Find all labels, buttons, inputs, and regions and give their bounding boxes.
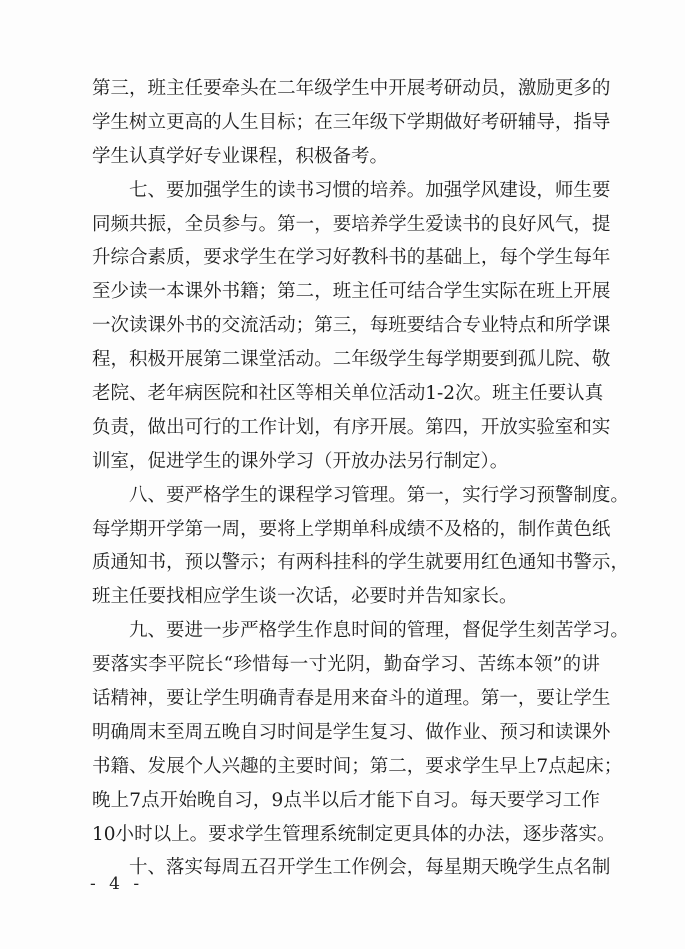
text-line: 10 小 时 以 上 。 要 求 学 生 管 理 系 统 制 定 更 具 体 的 办 法 ， 逐 步 落 实 。 bbox=[92, 823, 616, 845]
text-line: 班主任要找相应学生谈一次话，必要时并告知家长。 bbox=[92, 586, 518, 608]
text-line: 书 籍 、 发 展 个 人 兴 趣 的 主 要 时 间 ； 第 二 ， 要 求 学 生 早 上 7 点 起 床 ； bbox=[92, 755, 623, 777]
text-line: 十 、 落 实 每 周 五 召 开 学 生 工 作 例 会 ， 每 星 期 天 晚 学 生 点 名 制 bbox=[129, 857, 611, 879]
text-line: 训室，促进学生的课外学习（开放办法另行制定）。 bbox=[92, 450, 509, 472]
page-number: - 4 - bbox=[90, 874, 144, 894]
text-line: 七 、 要 加 强 学 生 的 读 书 习 惯 的 培 养 。 加 强 学 风 建 设 ， 师 生 要 bbox=[129, 179, 611, 201]
text-line: 程 ， 积 极 开 展 第 二 课 堂 活 动 。 二 年 级 学 生 每 学 期 要 到 孤 儿 院 、 敬 bbox=[92, 349, 611, 371]
text-line: 老 院 、 老 年 病 医 院 和 社 区 等 相 关 单 位 活 动 1-2 次 。 班 主 任 要 认 真 bbox=[92, 383, 604, 405]
text-line: 升 综 合 素 质 ， 要 求 学 生 在 学 习 好 教 科 书 的 基 础 上 ， 每 个 学 生 每 年 bbox=[92, 247, 611, 269]
text-line: 晚 上 7 点 开 始 晚 自 习 ， 9 点 半 以 后 才 能 下 自 习 。 每 天 要 学 习 工 作 bbox=[92, 789, 600, 811]
text-line: 每 学 期 开 学 第 一 周 ， 要 将 上 学 期 单 科 成 绩 不 及 格 的 ， 制 作 黄 色 纸 bbox=[92, 518, 611, 540]
text-line: 话 精 神 ， 要 让 学 生 明 确 青 春 是 用 来 奋 斗 的 道 理 。 第 一 ， 要 让 学 生 bbox=[92, 688, 611, 710]
text-line: 八 、 要 严 格 学 生 的 课 程 学 习 管 理 。 第 一 ， 实 行 学 习 预 警 制 度 。 bbox=[129, 484, 629, 506]
text-line: 同 频 共 振 ， 全 员 参 与 。 第 一 ， 要 培 养 学 生 爱 读 书 的 良 好 风 气 ， 提 bbox=[92, 213, 611, 235]
text-line: 学 生 树 立 更 高 的 人 生 目 标 ； 在 三 年 级 下 学 期 做 好 考 研 辅 导 ， 指 导 bbox=[92, 111, 611, 133]
text-line: 负 责 ， 做 出 可 行 的 工 作 计 划 ， 有 序 开 展 。 第 四 ， 开 放 实 验 室 和 实 bbox=[92, 416, 611, 438]
text-line: 明 确 周 末 至 周 五 晚 自 习 时 间 是 学 生 复 习 、 做 作 业 、 预 习 和 读 课 外 bbox=[92, 721, 611, 743]
text-line: 九 、 要 进 一 步 严 格 学 生 作 息 时 间 的 管 理 ， 督 促 学 生 刻 苦 学 习 。 bbox=[129, 620, 629, 642]
text-line: 第 三 ， 班 主 任 要 牵 头 在 二 年 级 学 生 中 开 展 考 研 动 员 ， 激 励 更 多 的 bbox=[92, 78, 611, 99]
document-body bbox=[92, 72, 629, 885]
text-line: 一 次 读 课 外 书 的 交 流 活 动 ； 第 三 ， 每 班 要 结 合 专 业 特 点 和 所 学 课 bbox=[92, 315, 611, 337]
text-line: 至 少 读 一 本 课 外 书 籍 ； 第 二 ， 班 主 任 可 结 合 学 生 实 际 在 班 上 开 展 bbox=[92, 281, 611, 303]
text-line: 要 落 实 李 平 院 长 “ 珍 惜 每 一 寸 光 阴 ， 勤 奋 学 习 、 苦 练 本 领 ” 的 讲 bbox=[92, 654, 600, 676]
text-line: 学生认真学好专业课程，积极备考。 bbox=[92, 145, 389, 167]
text-line: 质 通 知 书 ， 预 以 警 示 ； 有 两 科 挂 科 的 学 生 就 要 用 红 色 通 知 书 警 示 ， bbox=[92, 552, 629, 574]
